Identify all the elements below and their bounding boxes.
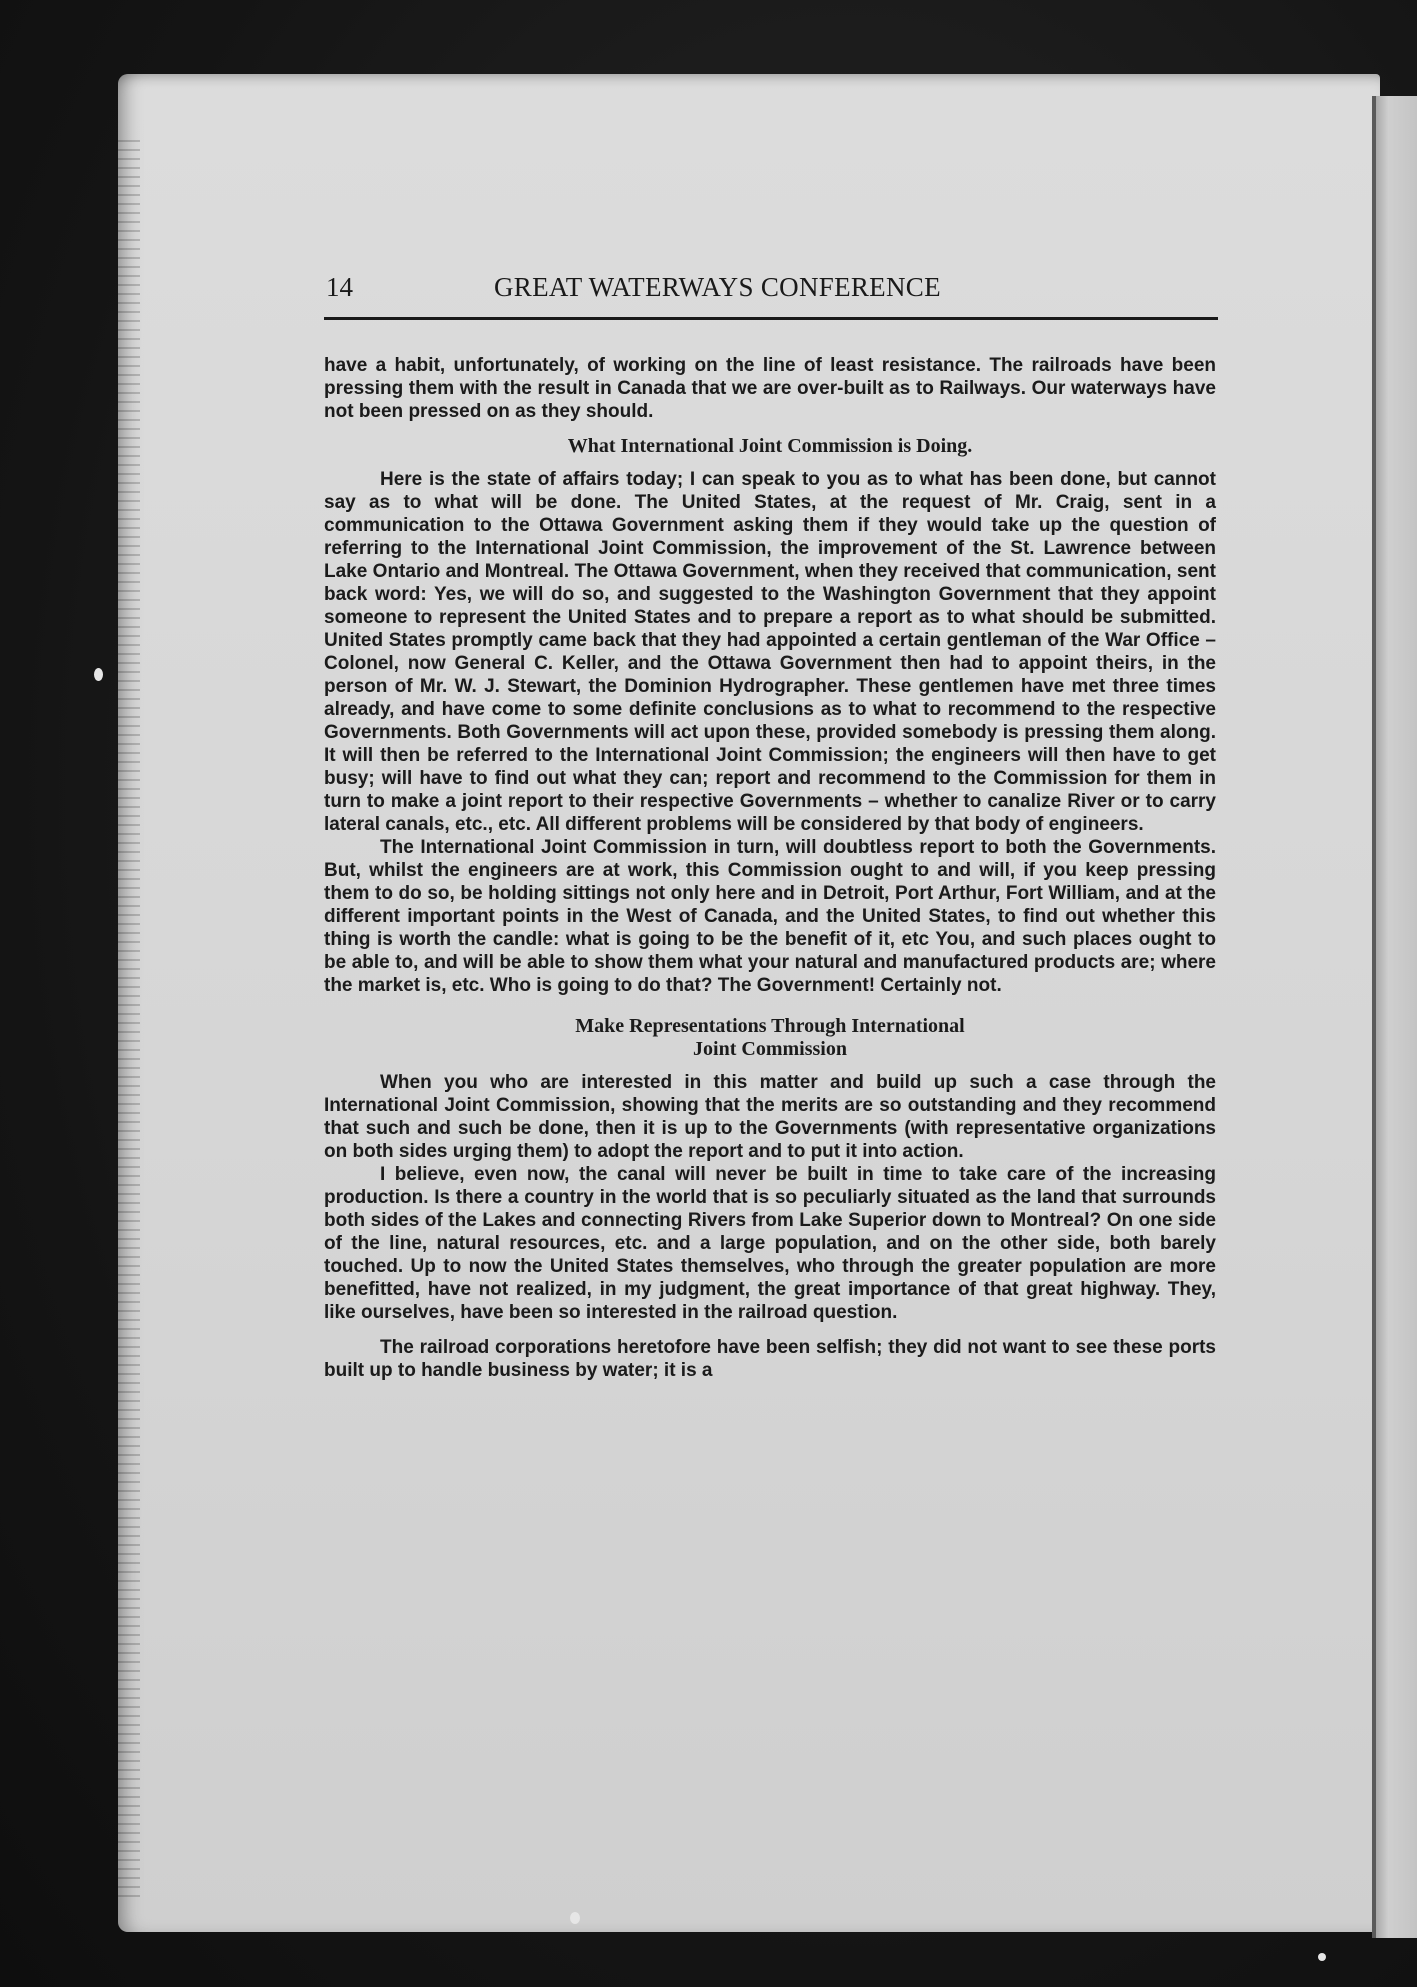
section-heading-line: Joint Commission [693,1038,847,1060]
paragraph: The International Joint Commission in turn, will doubtless report to both the Governments. But, whilst the engineers are at work, this Commission ought to and will, if you keep pressing them to do so, be holding sittings not only here and in Detroit, Port Arthur, Fort William, and at the different important points in the West of Canada, and the United States, to find out whether this thing is worth the candle: what is going to be the benefit of it, etc You, and such places ought to be able to, and will be able to show them what your natural and manufactured products are; where the market is, etc. Who is going to do that? The Government! Certainly not. [324,837,1216,996]
page-body [324,354,1216,1382]
page-number: 14 [326,272,353,302]
page-header [326,270,1216,316]
facing-page-edge [1376,96,1417,1938]
paragraph: Here is the state of affairs today; I can speak to you as to what has been done, but cannot say as to what will be done. The United States, at the request of Mr. Craig, sent in a communication to the Ottawa Government asking them if they would take up the question of referring to the International Joint Commission, the improvement of the St. Lawrence between Lake Ontario and Montreal. The Ottawa Government, when they received that communication, sent back word: Yes, we will do so, and suggested to the Washington Government that they appoint someone to represent the United States and to prepare a report as to what should be submitted. United States promptly came back that they had appointed a certain gentleman of the War Office – Colonel, now General C. Keller, and the Ottawa Government then had to appoint theirs, in the person of Mr. W. J. Stewart, the Dominion Hydrographer. These gentlemen have met three times already, and have come to some definite conclusions as to what to recommend to the respective Governments. Both Governments will act upon these, provided somebody is pressing them along. It will then be referred to the International Joint Commission; the engineers will then have to get busy; will have to find out what they can; report and recommend to the Commission for them in turn to make a joint report to their respective Governments – whether to canalize River or to carry lateral canals, etc., etc. All different problems will be considered by that body of engineers. [324,469,1216,835]
running-title: GREAT WATERWAYS CONFERENCE [494,272,941,302]
paragraph: The railroad corporations heretofore have been selfish; they did not want to see these ports built up to handle business by water; it is a [324,1337,1216,1381]
section-heading-line: Make Representations Through International [575,1015,965,1037]
paragraph: I believe, even now, the canal will never be built in time to take care of the increasing production. Is there a country in the world that is so peculiarly situated as the land that surrounds both sides of the Lakes and connecting Rivers from Lake Superior down to Montreal? On one side of the line, natural resources, etc. and a large population, and on the other side, both barely touched. Up to now the United States themselves, who through the greater population are more benefitted, have not realized, in my judgment, the great importance of that great highway. They, like ourselves, have been so interested in the railroad question. [324,1164,1216,1323]
paragraph: have a habit, unfortunately, of working on the line of least resistance. The railroads have been pressing them with the result in Canada that we are over-built as to Railways. Our waterways have not been pressed on as they should. [324,355,1216,422]
page-binding-edge [118,140,140,1900]
dust-speck [570,1912,580,1924]
paragraph: When you who are interested in this matter and build up such a case through the International Joint Commission, showing that the merits are so outstanding and they recommend that such and such be done, then it is up to the Governments (with representative organizations on both sides urging them) to adopt the report and to put it into action. [324,1072,1216,1162]
section-heading-text: What International Joint Commission is Doing. [567,435,973,457]
section-heading [324,1015,1216,1061]
dust-speck [94,668,103,681]
section-heading [324,435,1216,458]
header-rule [324,317,1218,320]
dust-speck [1318,1953,1326,1961]
